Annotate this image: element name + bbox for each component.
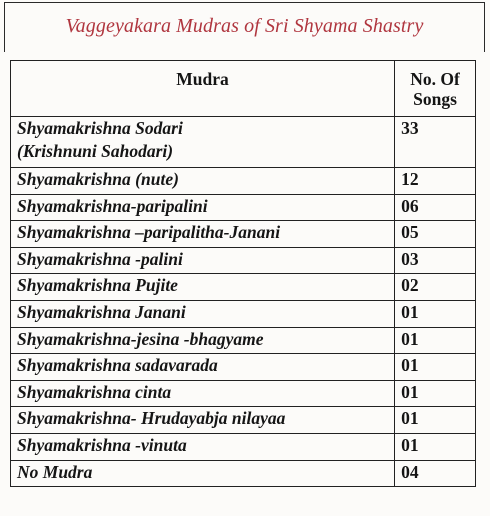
page-title: Vaggeyakara Mudras of Sri Shyama Shastry [65, 15, 424, 37]
songs-cell: 01 [395, 433, 476, 460]
songs-cell: 01 [395, 327, 476, 354]
songs-cell: 01 [395, 407, 476, 434]
mudra-cell: Shyamakrishna cinta [11, 380, 395, 407]
mudra-cell: Shyamakrishna- Hrudayabja nilayaa [11, 407, 395, 434]
mudras-table [10, 60, 476, 487]
mudra-cell: Shyamakrishna sadavarada [11, 354, 395, 381]
table-header-row [11, 61, 476, 117]
mudra-cell [11, 117, 395, 168]
table-row [11, 354, 476, 381]
table-row [11, 460, 476, 487]
table-row [11, 168, 476, 195]
mudra-text-line2: (Krishnuni Sahodari) [17, 141, 174, 161]
table-row [11, 221, 476, 248]
songs-cell: 01 [395, 354, 476, 381]
table-row [11, 433, 476, 460]
songs-cell: 06 [395, 194, 476, 221]
mudra-cell: Shyamakrishna Janani [11, 300, 395, 327]
songs-cell: 04 [395, 460, 476, 487]
songs-cell: 02 [395, 274, 476, 301]
mudra-cell: Shyamakrishna Pujite [11, 274, 395, 301]
table-row [11, 274, 476, 301]
songs-cell: 05 [395, 221, 476, 248]
songs-cell: 01 [395, 380, 476, 407]
mudra-text: Shyamakrishna Sodari [17, 118, 183, 138]
header-songs-line2: Songs [413, 89, 457, 109]
songs-cell: 33 [395, 117, 476, 168]
mudra-cell: No Mudra [11, 460, 395, 487]
table-row [11, 247, 476, 274]
songs-cell: 12 [395, 168, 476, 195]
table-row [11, 194, 476, 221]
header-mudra: Mudra [11, 61, 395, 117]
mudra-cell: Shyamakrishna (nute) [11, 168, 395, 195]
songs-cell: 01 [395, 300, 476, 327]
mudra-cell: Shyamakrishna –paripalitha-Janani [11, 221, 395, 248]
table-row [11, 327, 476, 354]
mudra-cell: Shyamakrishna-jesina -bhagyame [11, 327, 395, 354]
mudra-cell: Shyamakrishna -vinuta [11, 433, 395, 460]
header-songs-line1: No. Of [410, 69, 460, 89]
mudra-cell: Shyamakrishna-paripalini [11, 194, 395, 221]
table-row [11, 407, 476, 434]
table-row [11, 117, 476, 168]
table-row [11, 380, 476, 407]
table-row [11, 300, 476, 327]
title-box [4, 2, 485, 52]
mudra-cell: Shyamakrishna -palini [11, 247, 395, 274]
songs-cell: 03 [395, 247, 476, 274]
header-songs [395, 61, 476, 117]
